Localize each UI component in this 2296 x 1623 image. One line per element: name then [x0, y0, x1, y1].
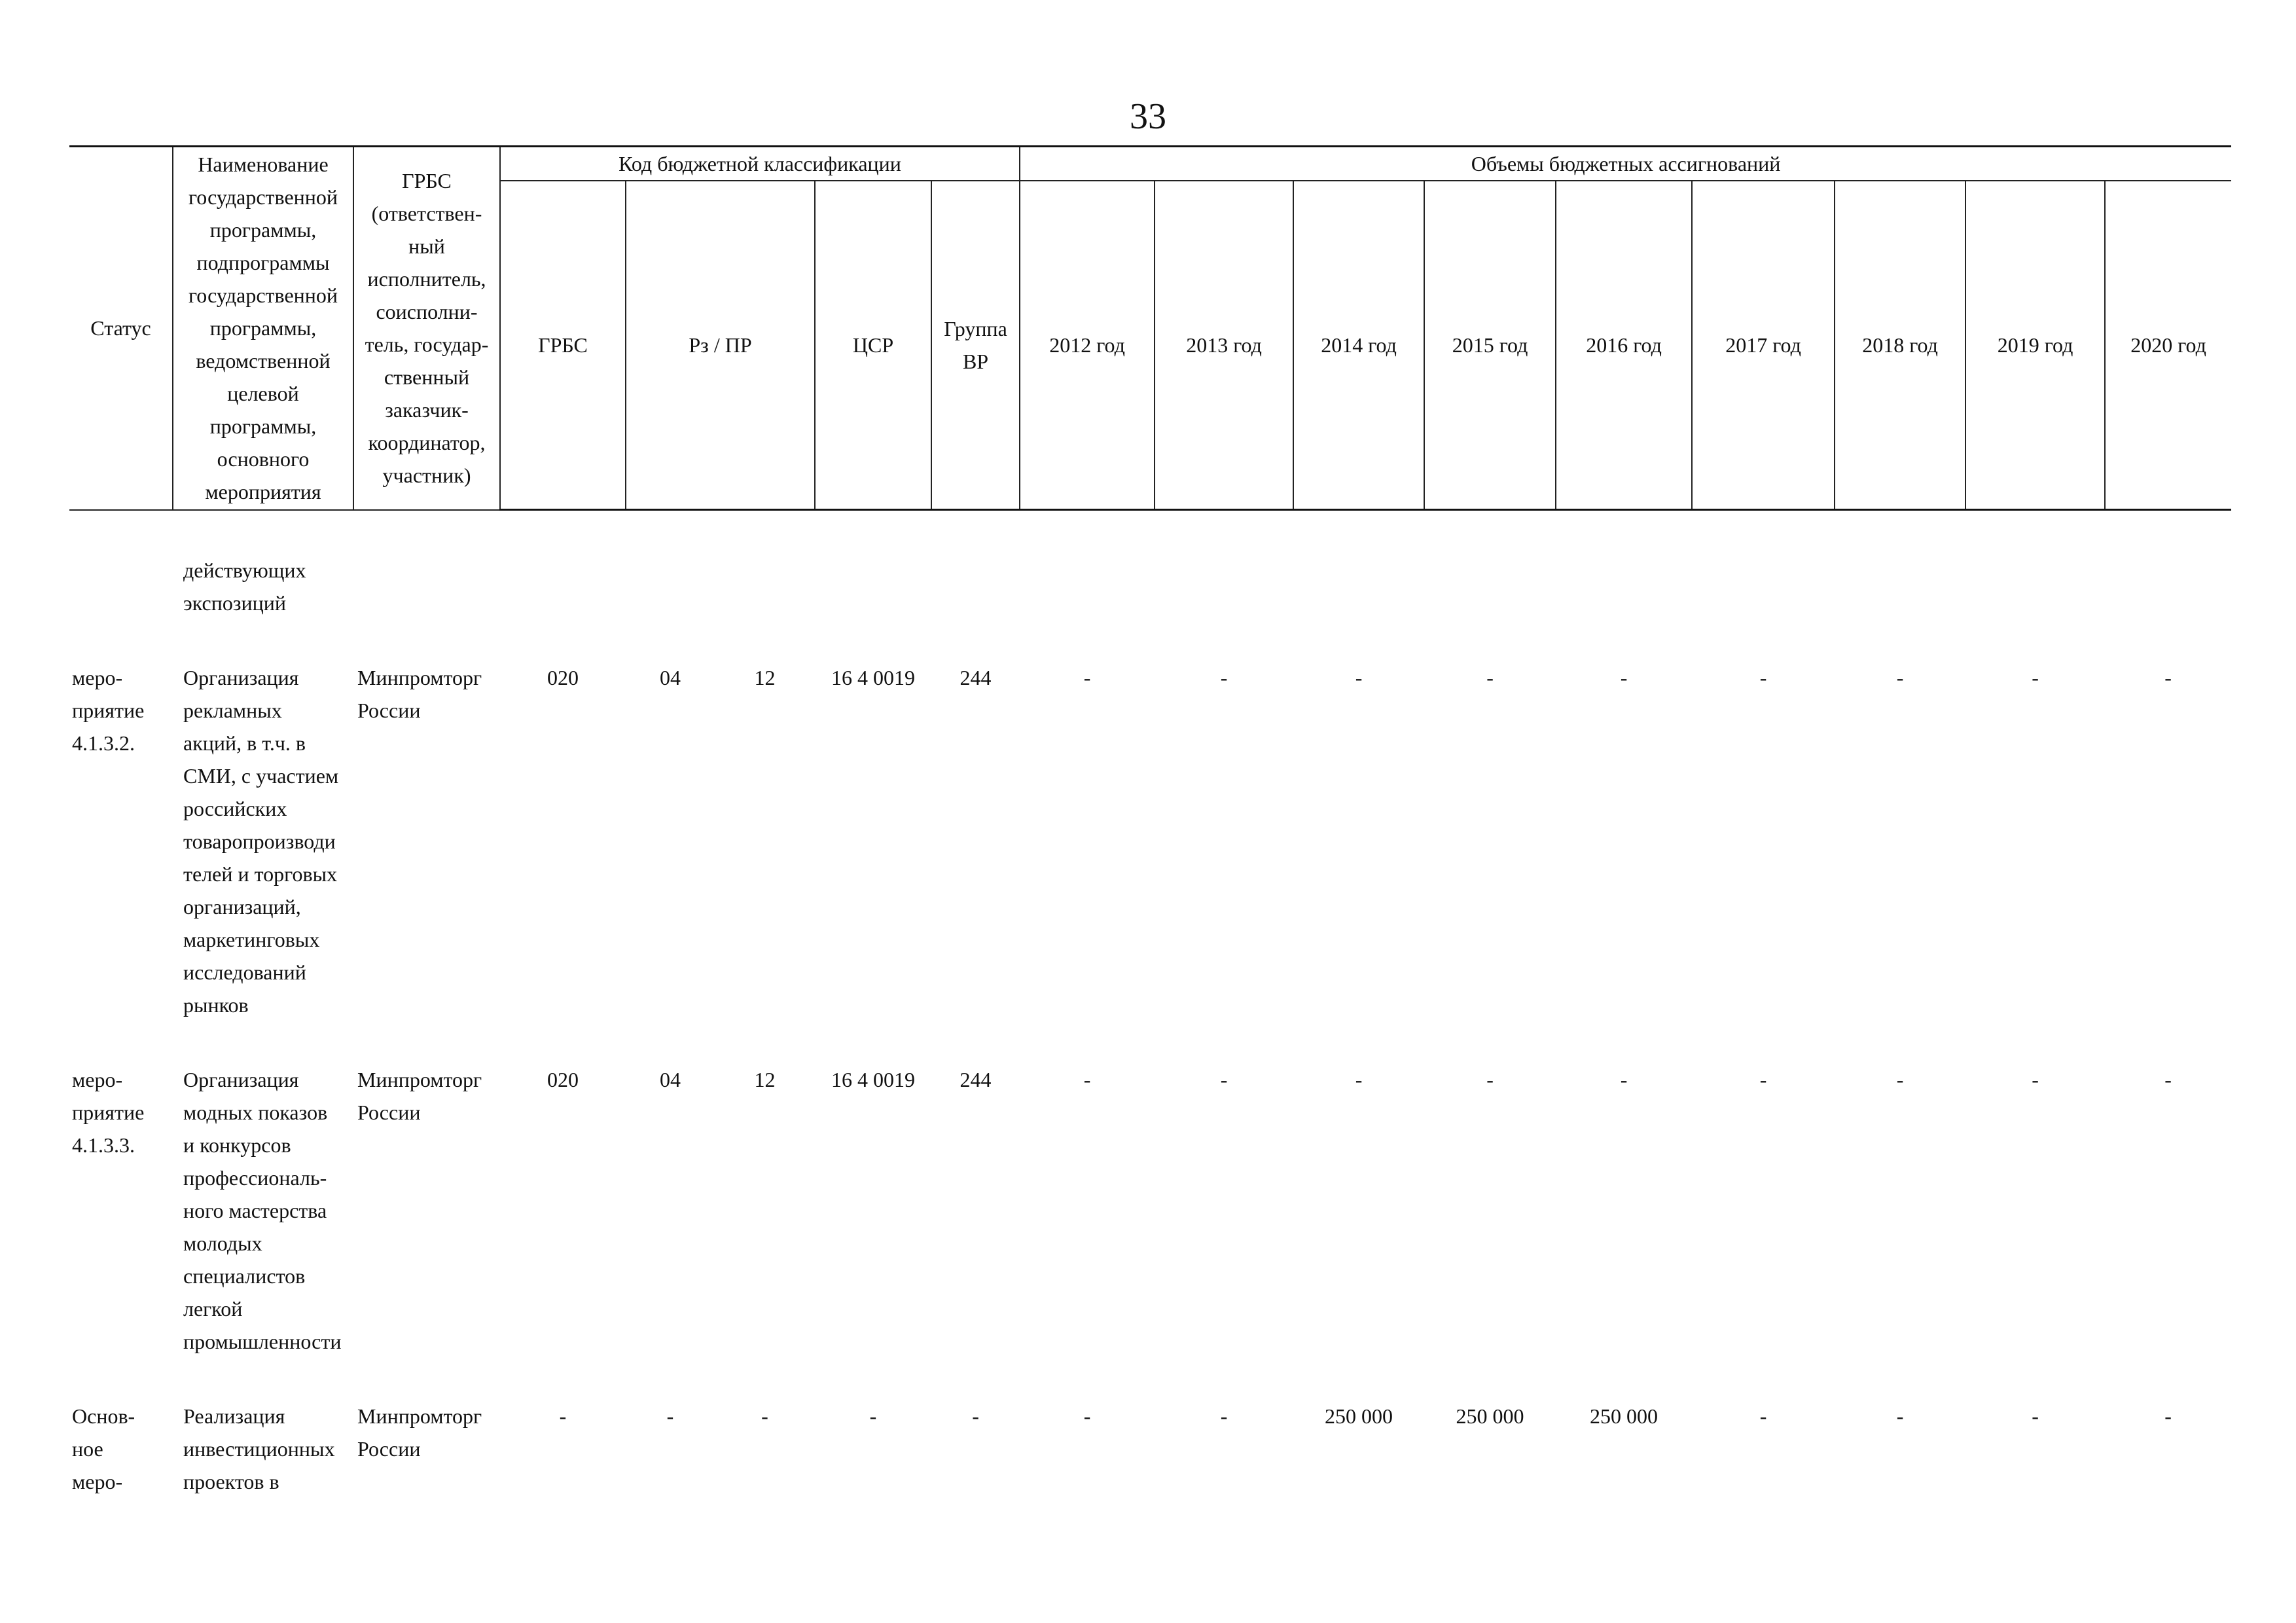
rz-cell: 04	[660, 666, 681, 689]
year-value-cell: -	[1759, 666, 1767, 689]
vr-cell	[931, 554, 1020, 619]
year-value-cell	[1835, 554, 1965, 619]
year-value-cell	[2105, 554, 2231, 619]
grbs-code-cell: 020	[547, 1068, 579, 1091]
page-number: 33	[1130, 96, 1166, 137]
vr-cell: 244	[960, 666, 992, 689]
year-value-cell: 250 000	[1590, 1404, 1659, 1428]
table-row	[69, 1400, 2231, 1498]
year-value-cell: -	[2164, 666, 2172, 689]
grbs-code-column-header: ГРБС	[500, 181, 626, 510]
grbs-responsible-cell: Минпромторг России	[357, 1068, 482, 1124]
year-value-cell: -	[1083, 1068, 1091, 1091]
year-value-cell: -	[2032, 1068, 2039, 1091]
status-cell	[69, 554, 173, 619]
year-value-cell: -	[2164, 1404, 2172, 1428]
year-value-cell: 250 000	[1456, 1404, 1524, 1428]
grbs-responsible-cell: Минпромторг России	[357, 666, 482, 722]
year-value-cell	[1692, 554, 1835, 619]
year-value-cell	[1155, 554, 1293, 619]
status-column-header: Статус	[69, 147, 173, 510]
table-row	[69, 1063, 2231, 1358]
csr-cell: 16 4 0019	[831, 666, 915, 689]
table-row	[69, 661, 2231, 1021]
rz-cell: 04	[660, 1068, 681, 1091]
pr-cell: 12	[754, 1068, 776, 1091]
year-2012-column-header: 2012 год	[1020, 181, 1155, 510]
year-value-cell: -	[1759, 1404, 1767, 1428]
year-2016-column-header: 2016 год	[1556, 181, 1692, 510]
year-2020-column-header: 2020 год	[2105, 181, 2231, 510]
grbs-code-cell: -	[559, 1404, 567, 1428]
csr-column-header: ЦСР	[815, 181, 931, 510]
status-cell: Основ- ное меро-	[72, 1404, 135, 1493]
vr-cell: 244	[960, 1068, 992, 1091]
rz-cell: -	[666, 1404, 674, 1428]
year-value-cell: -	[1759, 1068, 1767, 1091]
grbs-responsible-cell	[353, 554, 500, 619]
pr-cell: -	[761, 1404, 768, 1428]
year-value-cell	[1556, 554, 1692, 619]
year-value-cell: 250 000	[1325, 1404, 1393, 1428]
year-value-cell: -	[1486, 666, 1494, 689]
program-name-cell: Организация рекламных акций, в т.ч. в СМИ, с участием российских товаропроизводи телей и торговых организаций, маркетинговых исследований рынков	[183, 666, 339, 1017]
csr-cell: 16 4 0019	[831, 1068, 915, 1091]
pr-cell	[715, 554, 815, 619]
year-value-cell: -	[1355, 1068, 1363, 1091]
year-value-cell: -	[1083, 1404, 1091, 1428]
year-value-cell: -	[2032, 666, 2039, 689]
year-value-cell: -	[1083, 666, 1091, 689]
year-value-cell: -	[2032, 1404, 2039, 1428]
year-2014-column-header: 2014 год	[1293, 181, 1424, 510]
budget-allocation-table	[69, 145, 2231, 1498]
year-value-cell: -	[1620, 1068, 1628, 1091]
budget-classification-code-header: Код бюджетной классификации	[500, 147, 1020, 181]
vr-cell: -	[972, 1404, 979, 1428]
table-row	[69, 554, 2231, 619]
year-value-cell	[1293, 554, 1424, 619]
year-value-cell	[1020, 554, 1155, 619]
rz-pr-column-header: Рз / ПР	[626, 181, 815, 510]
year-2013-column-header: 2013 год	[1155, 181, 1293, 510]
grbs-responsible-cell: Минпромторг России	[357, 1404, 482, 1461]
program-name-cell: Реализация инвестиционных проектов в	[183, 1404, 335, 1493]
year-value-cell	[1965, 554, 2105, 619]
year-value-cell	[1424, 554, 1556, 619]
rz-cell	[626, 554, 715, 619]
table-body	[69, 510, 2231, 1499]
year-value-cell: -	[1896, 666, 1904, 689]
csr-cell	[815, 554, 931, 619]
pr-cell: 12	[754, 666, 776, 689]
grbs-code-cell: 020	[547, 666, 579, 689]
year-value-cell: -	[1486, 1068, 1494, 1091]
program-name-cell: действующих экспозиций	[183, 558, 306, 615]
year-2018-column-header: 2018 год	[1835, 181, 1965, 510]
year-value-cell: -	[1355, 666, 1363, 689]
csr-cell: -	[869, 1404, 877, 1428]
year-value-cell: -	[1220, 666, 1228, 689]
year-2017-column-header: 2017 год	[1692, 181, 1835, 510]
table-header	[69, 147, 2231, 510]
year-value-cell: -	[1896, 1404, 1904, 1428]
year-2015-column-header: 2015 год	[1424, 181, 1556, 510]
year-value-cell: -	[1896, 1068, 1904, 1091]
year-value-cell: -	[1620, 666, 1628, 689]
year-value-cell: -	[2164, 1068, 2172, 1091]
vr-group-column-header: Группа ВР	[931, 181, 1020, 510]
status-cell: меро- приятие 4.1.3.2.	[72, 666, 145, 755]
grbs-code-cell	[500, 554, 626, 619]
program-name-cell: Организация модных показов и конкурсов профессиональ- ного мастерства молодых специалистов легкой промышленности	[183, 1068, 342, 1353]
budget-allocations-header: Объемы бюджетных ассигнований	[1020, 147, 2231, 181]
year-value-cell: -	[1220, 1068, 1228, 1091]
name-column-header: Наименование государственной программы, подпрограммы государственной программы, ведомственной целевой программы, основного мероприятия	[173, 147, 353, 510]
grbs-responsible-column-header: ГРБС (ответствен-ный исполнитель, соисполни-тель, государ-ственный заказчик-координатор, участник)	[353, 147, 500, 510]
year-value-cell: -	[1220, 1404, 1228, 1428]
year-2019-column-header: 2019 год	[1965, 181, 2105, 510]
status-cell: меро- приятие 4.1.3.3.	[72, 1068, 145, 1157]
